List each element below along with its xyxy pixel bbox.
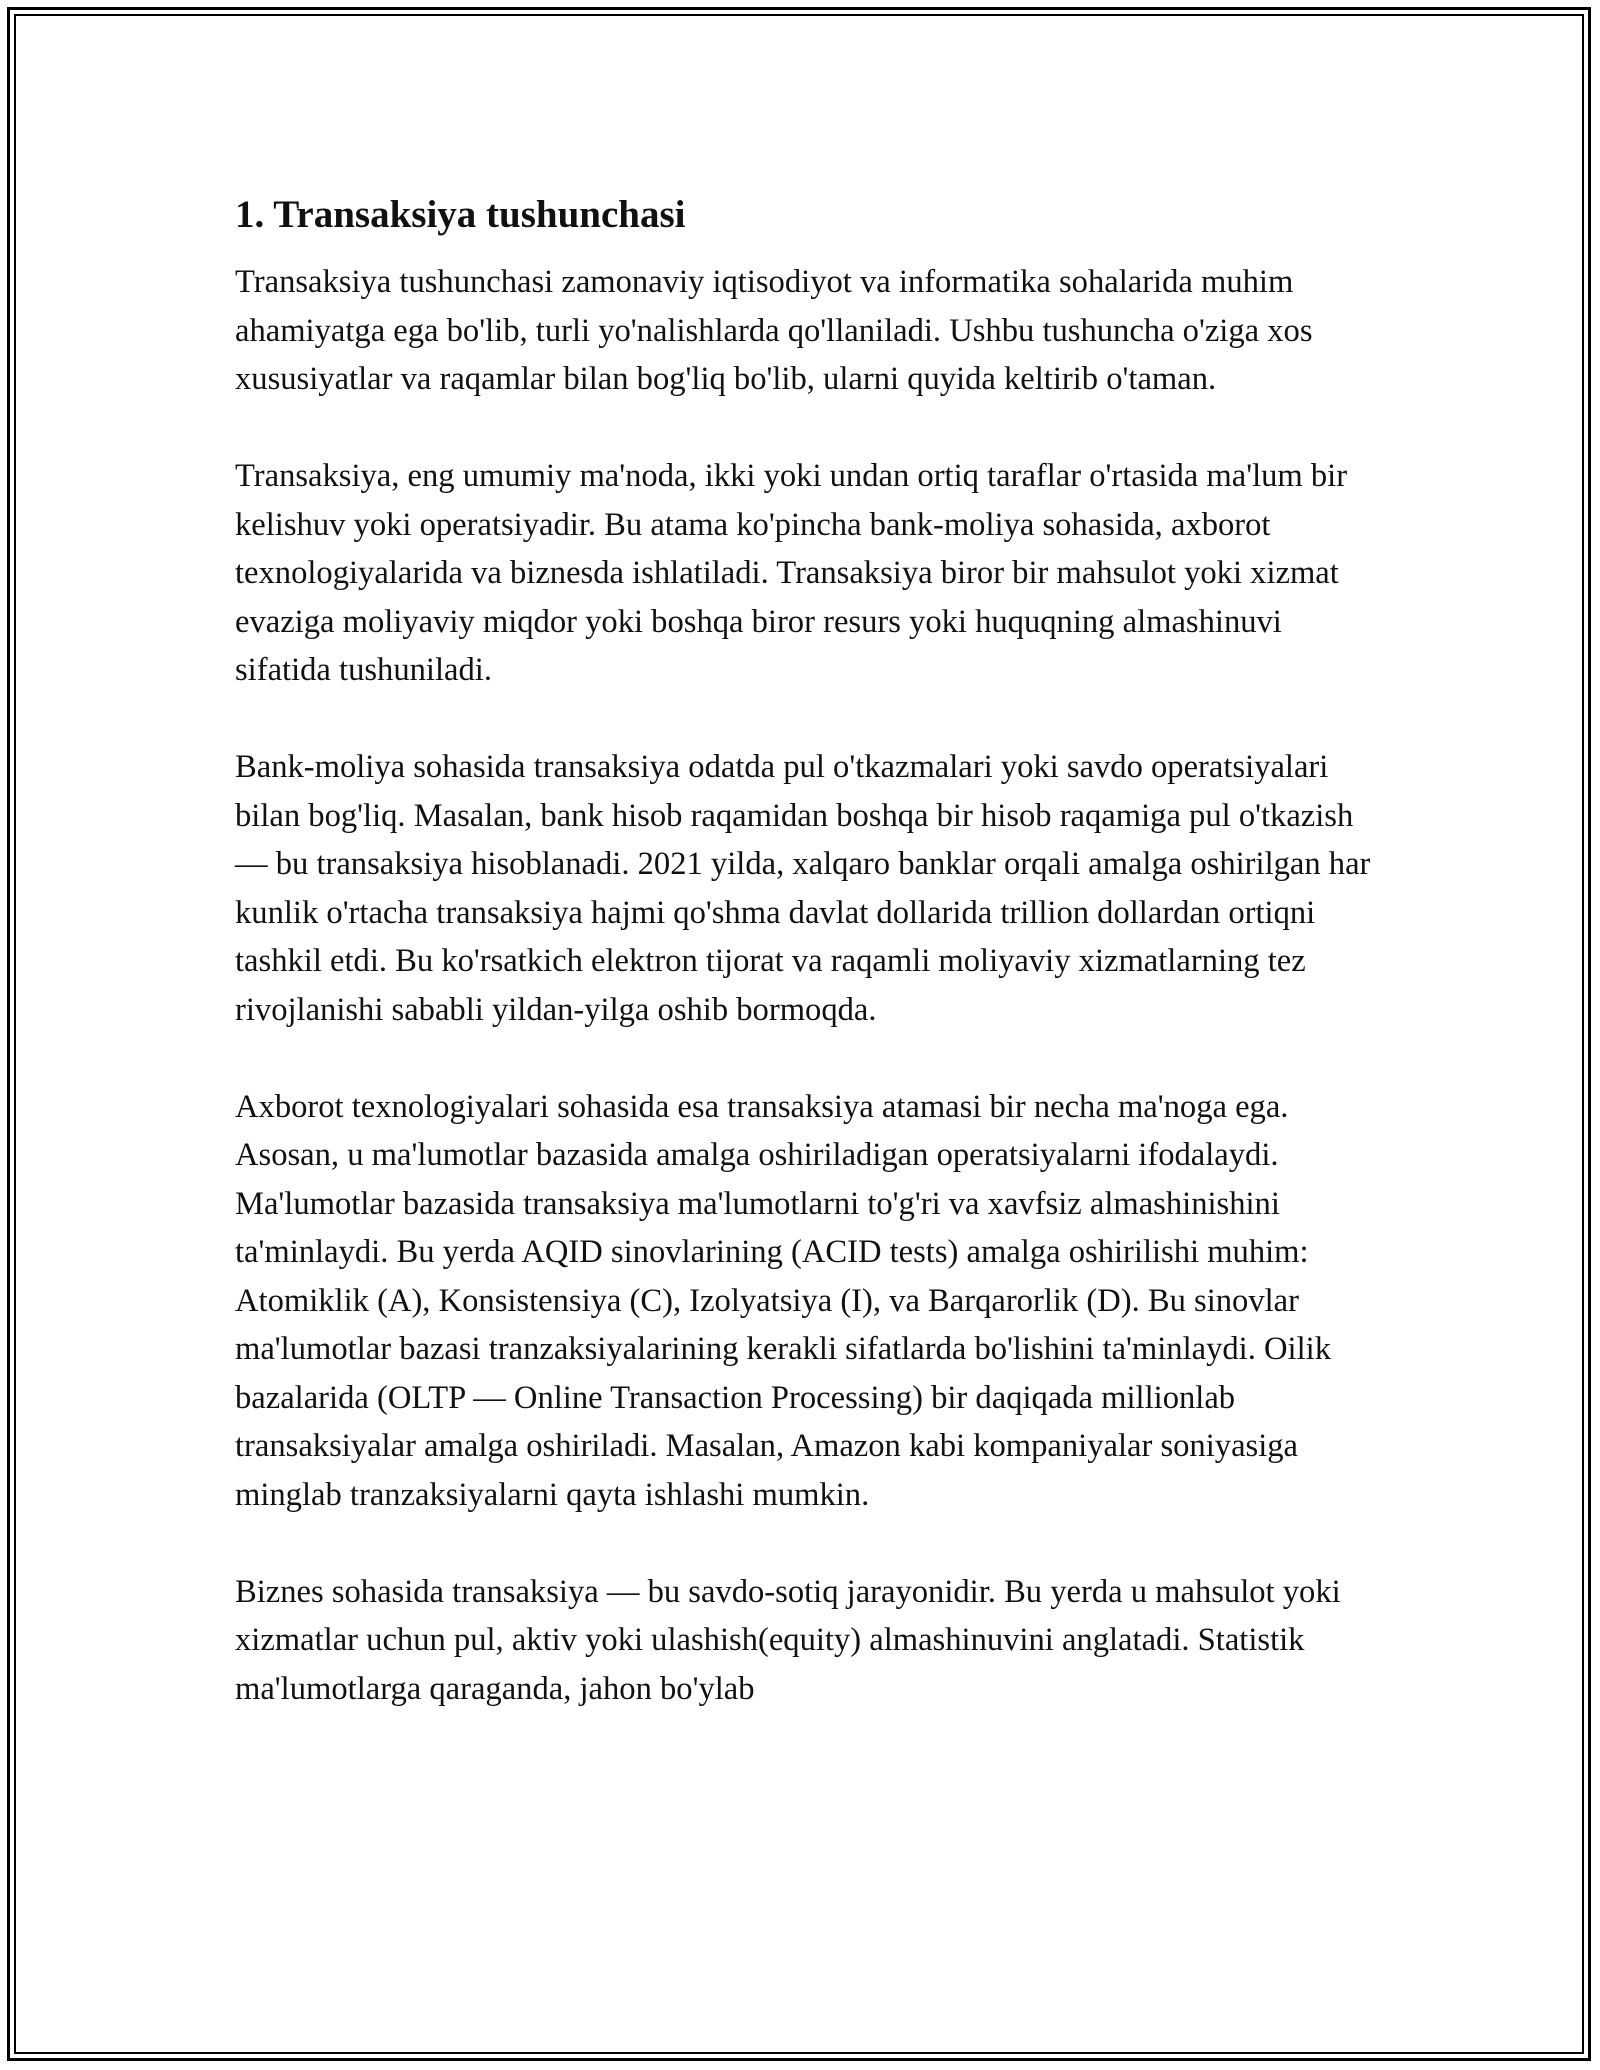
paragraph-business: Biznes sohasida transaksiya — bu savdo-sotiq jarayonidir. Bu yerda u mahsulot yoki xizmatlar uchun pul, aktiv yoki ulashish(equity) almashinuvini anglatadi. Statistik ma'lumotlarga qaraganda, jahon bo'ylab [235, 1573, 1341, 1707]
document-content [235, 190, 1375, 1762]
paragraph-definition: Transaksiya, eng umumiy ma'noda, ikki yoki undan ortiq taraflar o'rtasida ma'lum bir kelishuv yoki operatsiyadir. Bu atama ko'pincha bank-moliya sohasida, axborot texnologiyalarida va biznesda ishlatiladi. Transaksiya biror bir mahsulot yoki xizmat evaziga moliyaviy miqdor yoki boshqa biror resurs yoki huquqning almashinuvi sifatida tushuniladi. [235, 458, 1348, 688]
section-heading: 1. Transaksiya tushunchasi [235, 193, 686, 236]
paragraph-intro: Transaksiya tushunchasi zamonaviy iqtisodiyot va informatika sohalarida muhim ahamiyatga ega bo'lib, turli yo'nalishlarda qo'llaniladi. Ushbu tushuncha o'ziga xos xususiyatlar va raqamlar bilan bog'liq bo'lib, ularni quyida keltirib o'taman. [235, 264, 1313, 397]
paragraph-it: Axborot texnologiyalari sohasida esa transaksiya atamasi bir necha ma'noga ega. Asosan, u ma'lumotlar bazasida amalga oshiriladigan operatsiyalarni ifodalaydi. Ma'lumotlar bazasida transaksiya ma'lumotlarni to'g'ri va xavfsiz almashinishini ta'minlaydi. Bu yerda AQID sinovlarining (ACID tests) amalga oshirilishi muhim: Atomiklik (A), Konsistensiya (C), Izolyatsiya (I), va Barqarorlik (D). Bu sinovlar ma'lumotlar bazasi tranzaksiyalarining kerakli sifatlarda bo'lishini ta'minlaydi. Oilik bazalarida (OLTP — Online Transaction Processing) bir daqiqada millionlab transaksiyalar amalga oshiriladi. Masalan, Amazon kabi kompaniyalar soniyasiga minglab tranzaksiyalarni qayta ishlashi mumkin. [235, 1088, 1331, 1513]
paragraph-banking: Bank-moliya sohasida transaksiya odatda pul o'tkazmalari yoki savdo operatsiyalari bilan bog'liq. Masalan, bank hisob raqamidan boshqa bir hisob raqamiga pul o'tkazish — bu transaksiya hisoblanadi. 2021 yilda, xalqaro banklar orqali amalga oshirilgan har kunlik o'rtacha transaksiya hajmi qo'shma davlat dollarida trillion dollardan ortiqni tashkil etdi. Bu ko'rsatkich elektron tijorat va raqamli moliyaviy xizmatlarning tez rivojlanishi sababli yildan-yilga oshib bormoqda. [235, 749, 1371, 1028]
